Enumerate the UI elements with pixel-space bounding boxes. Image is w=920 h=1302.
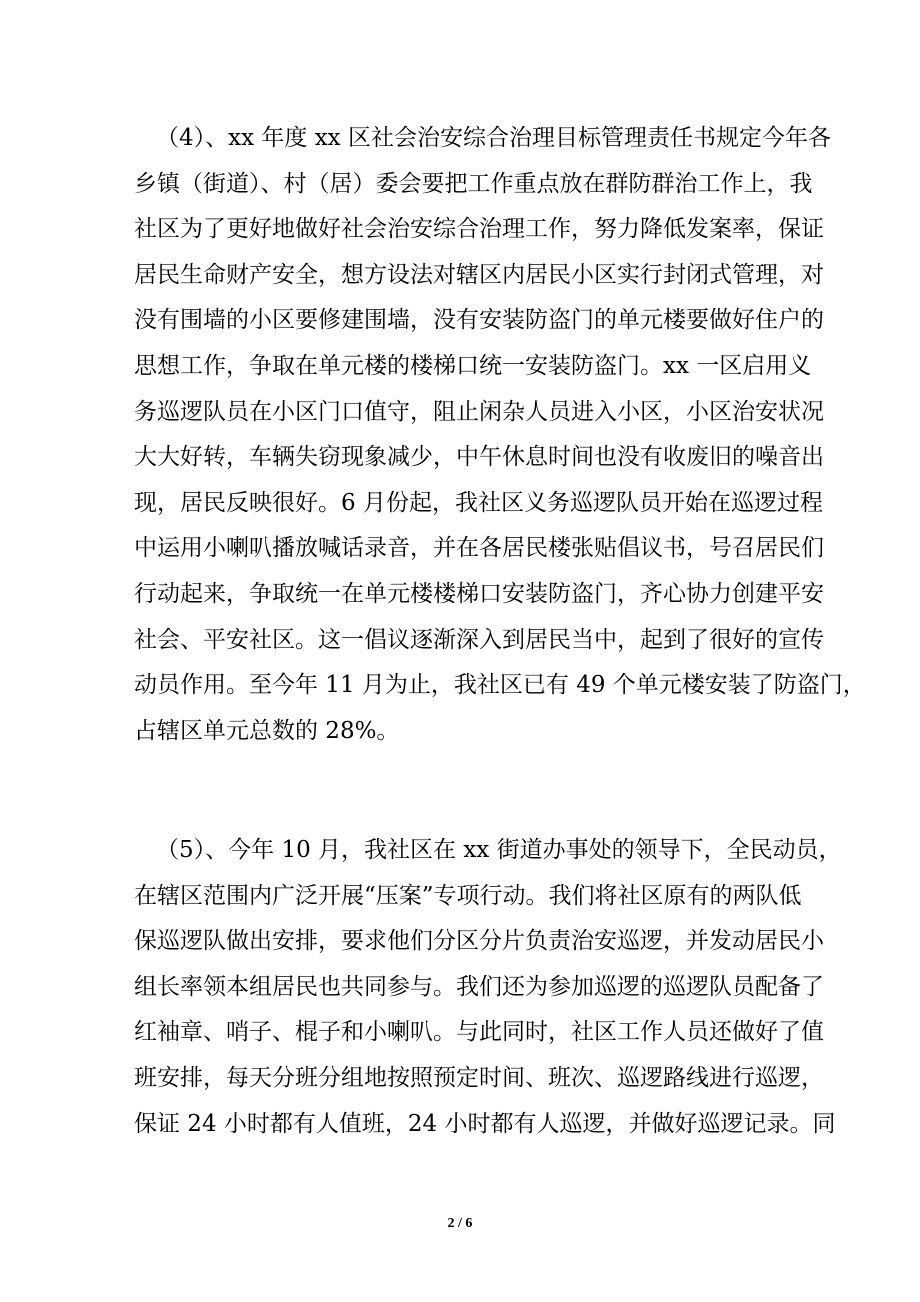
text-line: 没有围墙的小区要修建围墙，没有安装防盗门的单元楼要做好住户的 <box>134 307 824 334</box>
text-line: 保证 24 小时都有人值班，24 小时都有人巡逻，并做好巡逻记录。同 <box>134 1110 836 1137</box>
text-line: 在辖区范围内广泛开展“压案”专项行动。我们将社区原有的两队低 <box>134 882 802 909</box>
page-number: 2 / 6 <box>447 1216 473 1231</box>
text-line: 保巡逻队做出安排，要求他们分区分片负责治安巡逻，并发动居民小 <box>134 928 824 955</box>
text-line: 动员作用。至今年 11 月为止，我社区已有 49 个单元楼安装了防盗门， <box>134 672 866 699</box>
text-line: 现，居民反映很好。6 月份起，我社区义务巡逻队员开始在巡逻过程 <box>134 489 823 516</box>
text-line: 居民生命财产安全，想方设法对辖区内居民小区实行封闭式管理，对 <box>134 261 824 288</box>
text-line: 中运用小喇叭播放喊话录音，并在各居民楼张贴倡议书，号召居民们 <box>134 535 824 562</box>
text-line: 红袖章、哨子、棍子和小喇叭。与此同时，社区工作人员还做好了值 <box>134 1019 824 1046</box>
text-line: 社会、平安社区。这一倡议逐渐深入到居民当中，起到了很好的宣传 <box>134 626 824 653</box>
text-line: 组长率领本组居民也共同参与。我们还为参加巡逻的巡逻队员配备了 <box>134 973 824 1000</box>
text-line: （5）、今年 10 月，我社区在 xx 街道办事处的领导下，全民动员， <box>156 837 842 863</box>
text-line: 行动起来，争取统一在单元楼楼梯口安装防盗门，齐心协力创建平安 <box>134 581 824 607</box>
text-line: 占辖区单元总数的 28%。 <box>134 717 400 744</box>
text-line: 班安排，每天分班分组地按照预定时间、班次、巡逻路线进行巡逻， <box>134 1065 824 1091</box>
text-line: 思想工作，争取在单元楼的楼梯口统一安装防盗门。xx 一区启用义 <box>134 353 812 379</box>
text-line: 大大好转，车辆失窃现象减少，中午休息时间也没有收废旧的噪音出 <box>134 444 824 471</box>
text-line: 务巡逻队员在小区门口值守，阻止闲杂人员进入小区，小区治安状况 <box>134 398 824 425</box>
text-line: 乡镇（街道）、村（居）委会要把工作重点放在群防群治工作上，我 <box>134 170 813 197</box>
text-line: （4）、xx 年度 xx 区社会治安综合治理目标管理责任书规定今年各 <box>156 125 831 151</box>
text-line: 社区为了更好地做好社会治安综合治理工作，努力降低发案率，保证 <box>134 216 824 243</box>
